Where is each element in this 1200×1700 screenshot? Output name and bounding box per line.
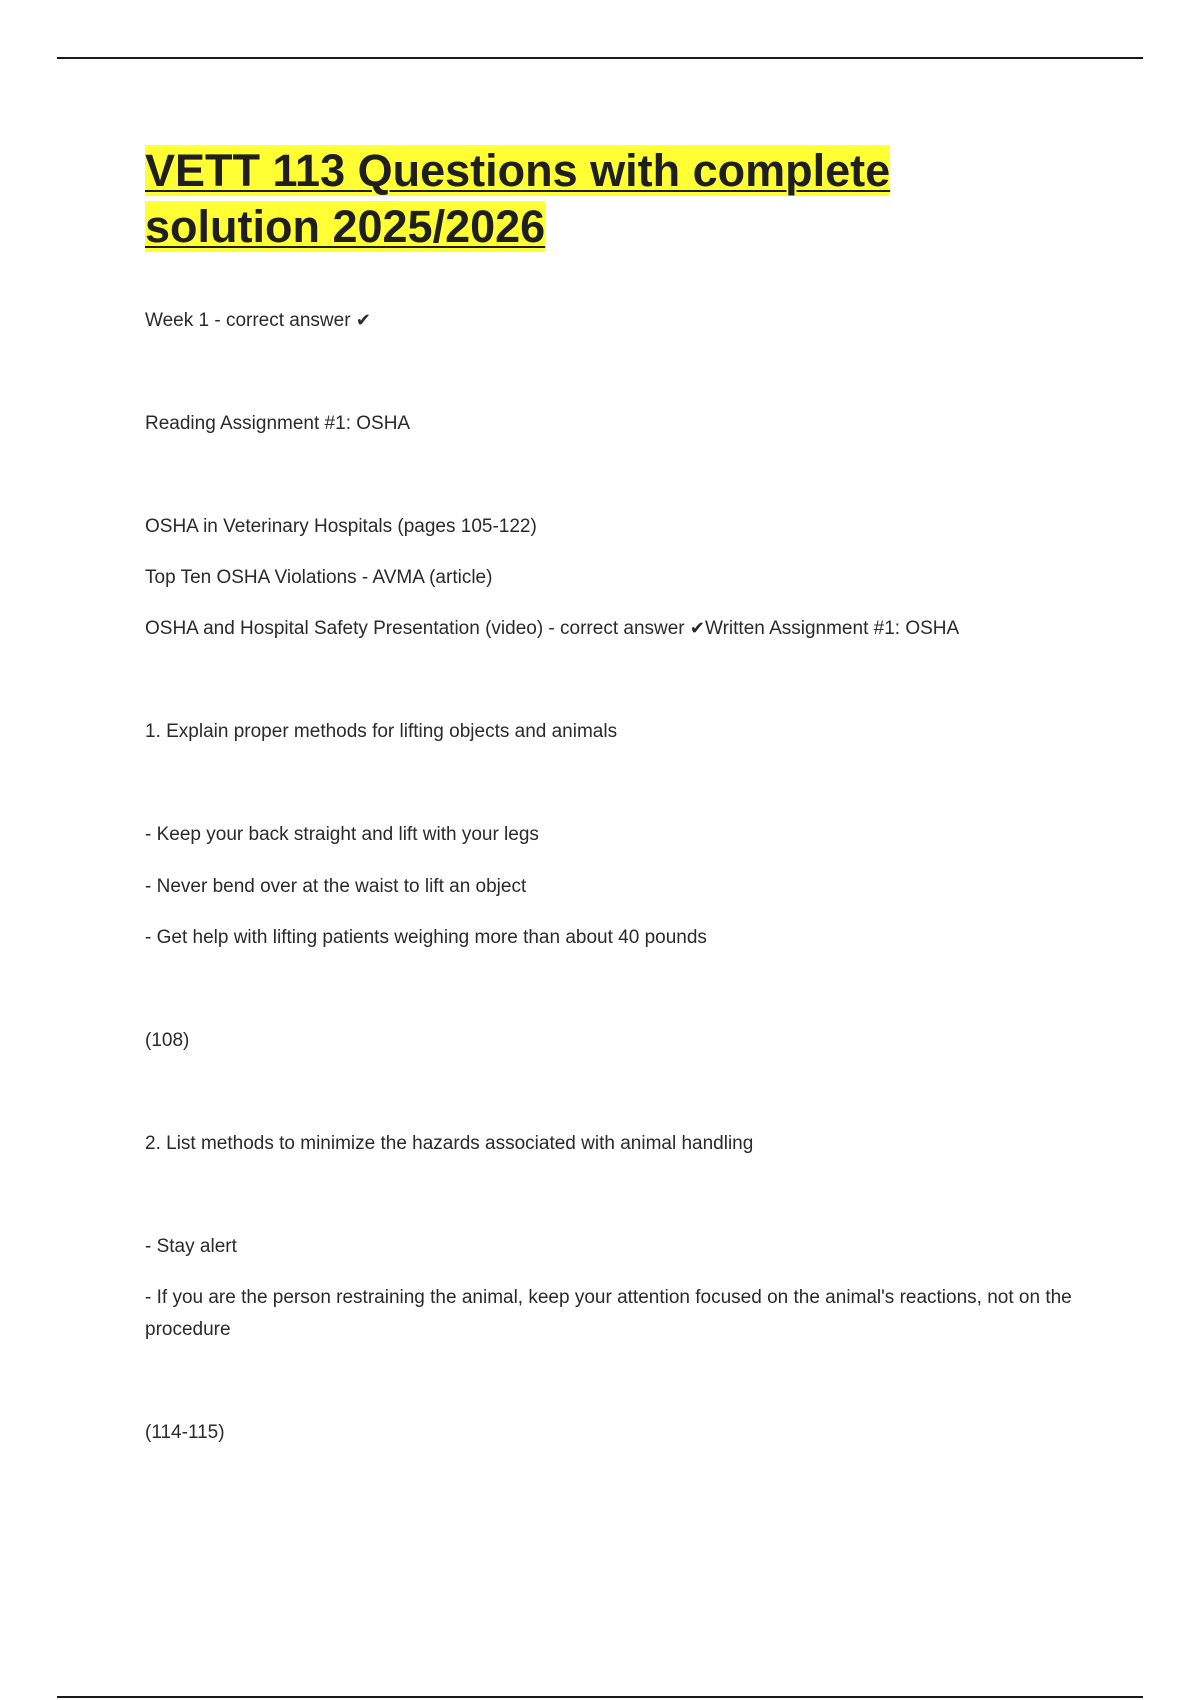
page-reference: (114-115)	[145, 1422, 225, 1443]
reading-item: OSHA in Veterinary Hospitals (pages 105-122)	[145, 516, 537, 537]
answer-item: - Never bend over at the waist to lift an object	[145, 876, 527, 897]
reading-item: Top Ten OSHA Violations - AVMA (article)	[145, 567, 493, 588]
title-line-1: VETT 113 Questions with complete	[145, 145, 891, 196]
question-1: 1. Explain proper methods for lifting objects and animals	[145, 721, 618, 742]
week-heading	[145, 305, 371, 337]
title-line-2: solution 2025/2026	[145, 201, 546, 252]
written-assignment-text: Written Assignment #1: OSHA	[705, 618, 960, 639]
week-heading-text: Week 1 - correct answer	[145, 310, 356, 331]
page-reference: (108)	[145, 1030, 190, 1051]
presentation-line	[145, 613, 959, 645]
checkmark-icon: ✔	[355, 310, 371, 331]
answer-item: - Stay alert	[145, 1236, 237, 1257]
question-2: 2. List methods to minimize the hazards associated with animal handling	[145, 1133, 754, 1154]
checkmark-icon: ✔	[689, 618, 706, 639]
answer-item: - Keep your back straight and lift with your legs	[145, 824, 539, 845]
reading-assignment: Reading Assignment #1: OSHA	[145, 413, 411, 434]
page-bottom-rule	[57, 1696, 1143, 1698]
document-title	[145, 143, 1045, 255]
answer-item: - If you are the person restraining the animal, keep your attention focused on the animal's reactions, not on the procedure	[145, 1287, 1072, 1340]
presentation-text: OSHA and Hospital Safety Presentation (video) - correct answer	[145, 618, 690, 639]
answer-item: - Get help with lifting patients weighing more than about 40 pounds	[145, 927, 707, 948]
page-top-rule	[57, 57, 1143, 59]
